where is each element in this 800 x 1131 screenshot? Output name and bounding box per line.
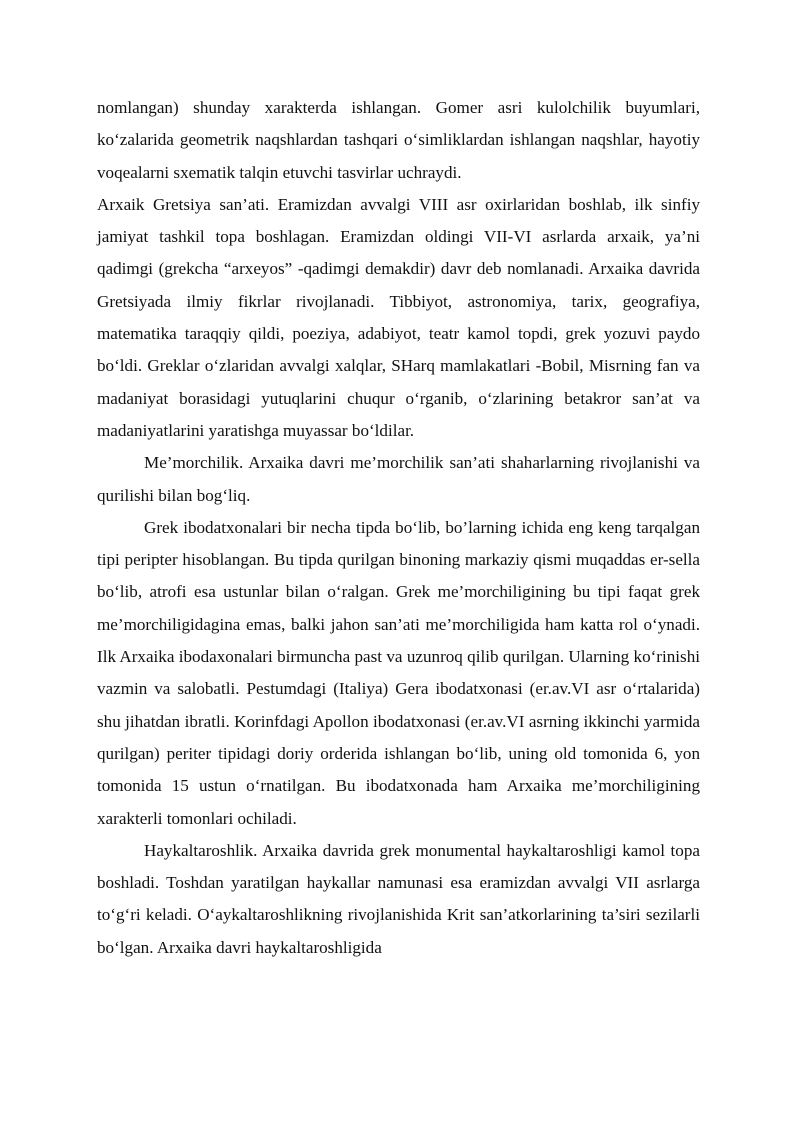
paragraph-sculpture: Haykaltaroshlik. Arxaika davrida grek monumental haykaltaroshligi kamol topa boshladi. Toshdan yaratilgan haykallar namunasi esa eramizdan avvalgi VII asrlarga to‘g‘ri keladi. O‘aykaltaroshlikning rivojlanishida Krit san’atkorlarining ta’siri sezilarli bo‘lgan. Arxaika davri haykaltaroshligida <box>97 840 700 957</box>
paragraph-greek-temples: Grek ibodatxonalari bir necha tipda bo‘lib, bo’larning ichida eng keng tarqalgan tipi peripter hisoblangan. Bu tipda qurilgan binoning markaziy qismi muqaddas er-sella bo‘lib, atrofi esa ustunlar bilan o‘ralgan. Grek me’morchiligining bu tipi faqat grek me’morchiligidagina emas, balki jahon san’ati me’morchiligida ham katta rol o‘ynadi. Ilk Arxaika ibodaxonalari birmuncha past va uzunroq qilib qurilgan. Ularning ko‘rinishi vazmin va salobatli. Pestumdagi (Italiya) Gera ibodatxonasi (er.av.VI asr o‘rtalarida) shu jihatdan ibratli. Korinfdagi Apollon ibodatxonasi (er.av.VI asrning ikkinchi yarmida qurilgan) periter tipidagi doriy orderida ishlangan bo‘lib, uning old tomonida 6, yon tomonida 15 ustun o‘rnatilgan. Bu ibodatxonada ham Arxaika me’morchiligining xarakterli tomonlari ochiladi. <box>97 517 700 828</box>
paragraph-archaic-greece-art: Arxaik Gretsiya san’ati. Eramizdan avvalgi VIII asr oxirlaridan boshlab, ilk sinfiy jamiyat tashkil topa boshlagan. Eramizdan oldingi VII-VI asrlarda arxaik, ya’ni qadimgi (grekcha “arxeyos” -qadimgi demakdir) davr deb nomlanadi. Arxaika davrida Gretsiyada ilmiy fikrlar rivojlanadi. Tibbiyot, astronomiya, tarix, geografiya, matematika taraqqiy qildi, poeziya, adabiyot, teatr kamol topdi, grek yozuvi paydo bo‘ldi. Greklar o‘zlaridan avvalgi xalqlar, SHarq mamlakatlari -Bobil, Misrning fan va madaniyat borasidagi yutuqlarini chuqur o‘rganib, o‘zlarining betakror san’at va madaniyatlarini yaratishga muyassar bo‘ldilar. <box>97 194 700 440</box>
paragraph-continuation: nomlangan) shunday xarakterda ishlangan. Gomer asri kulolchilik buyumlari, ko‘zalarida geometrik naqshlardan tashqari o‘simliklardan ishlangan naqshlar, hayotiy voqealarni sxematik talqin etuvchi tasvirlar uchraydi. <box>97 98 700 182</box>
paragraph-architecture: Me’morchilik. Arxaika davri me’morchilik san’ati shaharlarning rivojlanishi va qurilishi bilan bog‘liq. <box>97 453 700 505</box>
document-page <box>97 92 700 964</box>
